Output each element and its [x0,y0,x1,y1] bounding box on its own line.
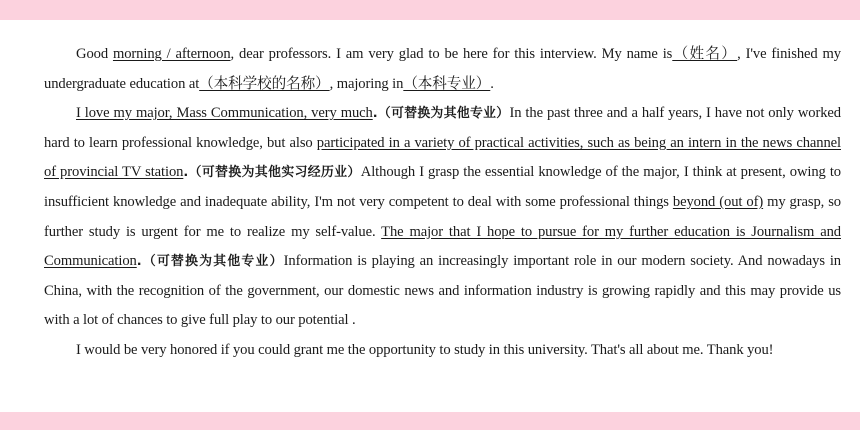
text-closing: I would be very honored if you could grant me the opportunity to study in this university. That's all about me. Thank you! [76,341,774,358]
paragraph-closing [44,336,841,366]
text-past-years: In the past three and a half years, I have not only worked hard to learn professional knowledge, but also [44,105,841,151]
note-replace-target-major: .（可替换为其他专业） [136,254,284,270]
document-page [0,20,860,412]
text-greeting: Good [76,46,113,62]
paragraph-intro [44,40,841,99]
text-period: . [490,75,494,92]
placeholder-name: （姓名） [672,46,738,62]
underlined-beyond: beyond (out of) [672,193,764,210]
paragraph-body [44,99,841,336]
placeholder-school: （本科学校的名称） [199,75,330,92]
note-replace-major: .（可替换为其他专业） [372,106,510,122]
note-replace-internship: .（可替换为其他实习经历业） [183,165,361,181]
text-further-study: my grasp, so further study is urgent for me to realize my self-value. [44,193,841,240]
underlined-time-of-day: morning / afternoon [112,46,231,62]
text-knowledge: Although I grasp the essential knowledge of the major, I think at present, owing to insufficient knowledge and inadequate ability, I'm not very competent to deal with some professional things [44,164,841,210]
placeholder-major: （本科专业） [403,75,491,92]
underlined-activities: participated in a variety of practical activities, such as being an intern in the news channel of provincial TV station [44,134,841,181]
text-majoring: , majoring in [329,75,404,92]
text-information: Information is playing an increasingly important role in our modern society. And nowadays in China, with the recognition of the government, our domestic news and information industry is growing rapidly and this may provide us with a lot of chances to give full play to our potential . [44,253,842,329]
text-education: , I've finished my undergraduate education at [44,46,841,92]
underlined-target-major: The major that I hope to pursue for my further education is Journalism and Communication [44,223,841,270]
underlined-major-statement: I love my major, Mass Communication, very much [76,105,373,122]
text-intro: , dear professors. I am very glad to be here for this interview. My name is [230,46,673,62]
